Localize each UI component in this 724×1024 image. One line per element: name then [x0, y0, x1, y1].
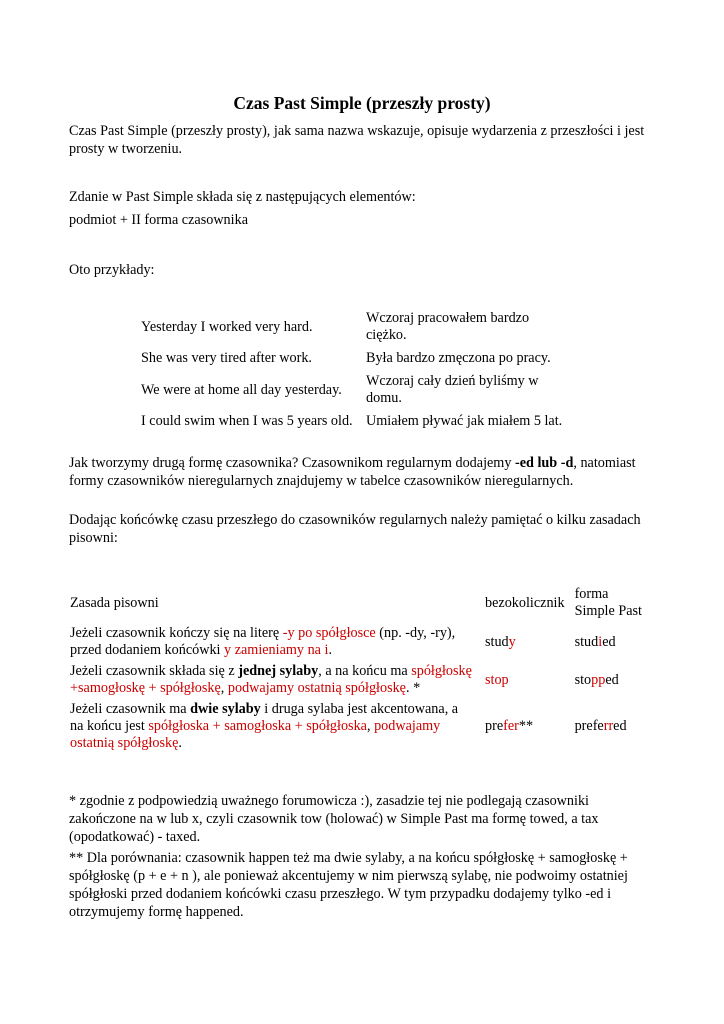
structure-intro: Zdanie w Past Simple składa się z następujących elementów:: [69, 189, 416, 205]
footnote-2: ** Dla porównania: czasownik happen też ma dwie sylaby, a na końcu spółgłoskę + samogłoskę + spółgłoskę (p + e + n ), ale ponieważ akcentujemy w nim pierwszą sylabę, nie podwoimy ostatniej spółgłoski przed dodaniem końcówki czasu przeszłego. W tym przypadku dodajemy tylko -ed i otrzymujemy formę happened.: [69, 850, 628, 920]
example-polish: Umiałem pływać jak miałem 5 lat.: [366, 413, 563, 429]
rules-header-row: [65, 583, 656, 623]
rule-text: Jeżeli czasownik kończy się na literę -y po spółgłosce (np. -dy, -ry), przed dodaniem końcówki y zamieniamy na i.: [70, 625, 456, 658]
example-english: We were at home all day yesterday.: [141, 381, 342, 398]
example-english: I could swim when I was 5 years old.: [141, 413, 353, 429]
rule-row: [65, 623, 656, 661]
structure-formula: podmiot + II forma czasownika: [69, 212, 248, 228]
intro-paragraph: Czas Past Simple (przeszły prosty), jak sama nazwa wskazuje, opisuje wydarzenia z przeszłości i jest prosty w tworzeniu.: [69, 123, 645, 157]
spelling-intro: Dodając końcówkę czasu przeszłego do czasowników regularnych należy pamiętać o kilku zasadach pisowni:: [69, 512, 641, 546]
form-question-paragraph: [69, 454, 655, 490]
form-question-text: Jak tworzymy drugą formę czasownika? Czasownikom regularnym dodajemy: [69, 455, 515, 471]
example-english: She was very tired after work.: [141, 350, 312, 366]
rule-row: [65, 661, 656, 699]
rule-past-form: studied: [574, 633, 616, 650]
form-question-suffix: -ed lub -d: [515, 455, 574, 471]
rule-text: Jeżeli czasownik ma dwie sylaby i druga sylaba jest akcentowana, a na końcu jest spółgłoska + samogłoska + spółgłoska, podwajamy ostatnią spółgłoskę.: [70, 701, 459, 751]
example-row: [135, 307, 578, 347]
header-rule: Zasada pisowni: [70, 594, 159, 611]
example-polish: Była bardzo zmęczona po pracy.: [366, 350, 551, 366]
example-english: Yesterday I worked very hard.: [141, 318, 313, 335]
header-base: bezokolicznik: [485, 594, 565, 611]
spelling-rules-table: [65, 583, 656, 754]
example-polish: Wczoraj pracowałem bardzo ciężko.: [366, 310, 530, 343]
rule-base-form: prefer**: [485, 718, 534, 734]
rule-row: [65, 699, 656, 754]
examples-table: [135, 307, 578, 433]
example-row: [135, 410, 578, 433]
examples-intro: Oto przykłady:: [69, 262, 155, 278]
rule-past-form: preferred: [574, 718, 627, 734]
rule-past-form: stopped: [574, 671, 619, 688]
page-title: Czas Past Simple (przeszły prosty): [233, 93, 491, 113]
example-polish: Wczoraj cały dzień byliśmy w domu.: [366, 373, 539, 406]
example-row: [135, 347, 578, 370]
rule-base-form: study: [485, 633, 516, 650]
rule-base-form: stop: [485, 671, 509, 688]
footnote-1: * zgodnie z podpowiedzią uważnego forumowicza :), zasadzie tej nie podlegają czasowniki zakończone na w lub x, czyli czasownik tow (holować) w Simple Past ma formę towed, a tax (opodatkować) - taxed.: [69, 793, 599, 845]
form-question-text-end: , natomiast formy czasowników nieregularnych znajdujemy w tabelce czasowników nieregularnych.: [69, 455, 636, 489]
rule-text: Jeżeli czasownik składa się z jednej sylaby, a na końcu ma spółgłoskę +samogłoskę + spółgłoskę, podwajamy ostatnią spółgłoskę. *: [70, 663, 472, 696]
header-past: forma Simple Past: [574, 586, 642, 619]
example-row: [135, 370, 578, 410]
